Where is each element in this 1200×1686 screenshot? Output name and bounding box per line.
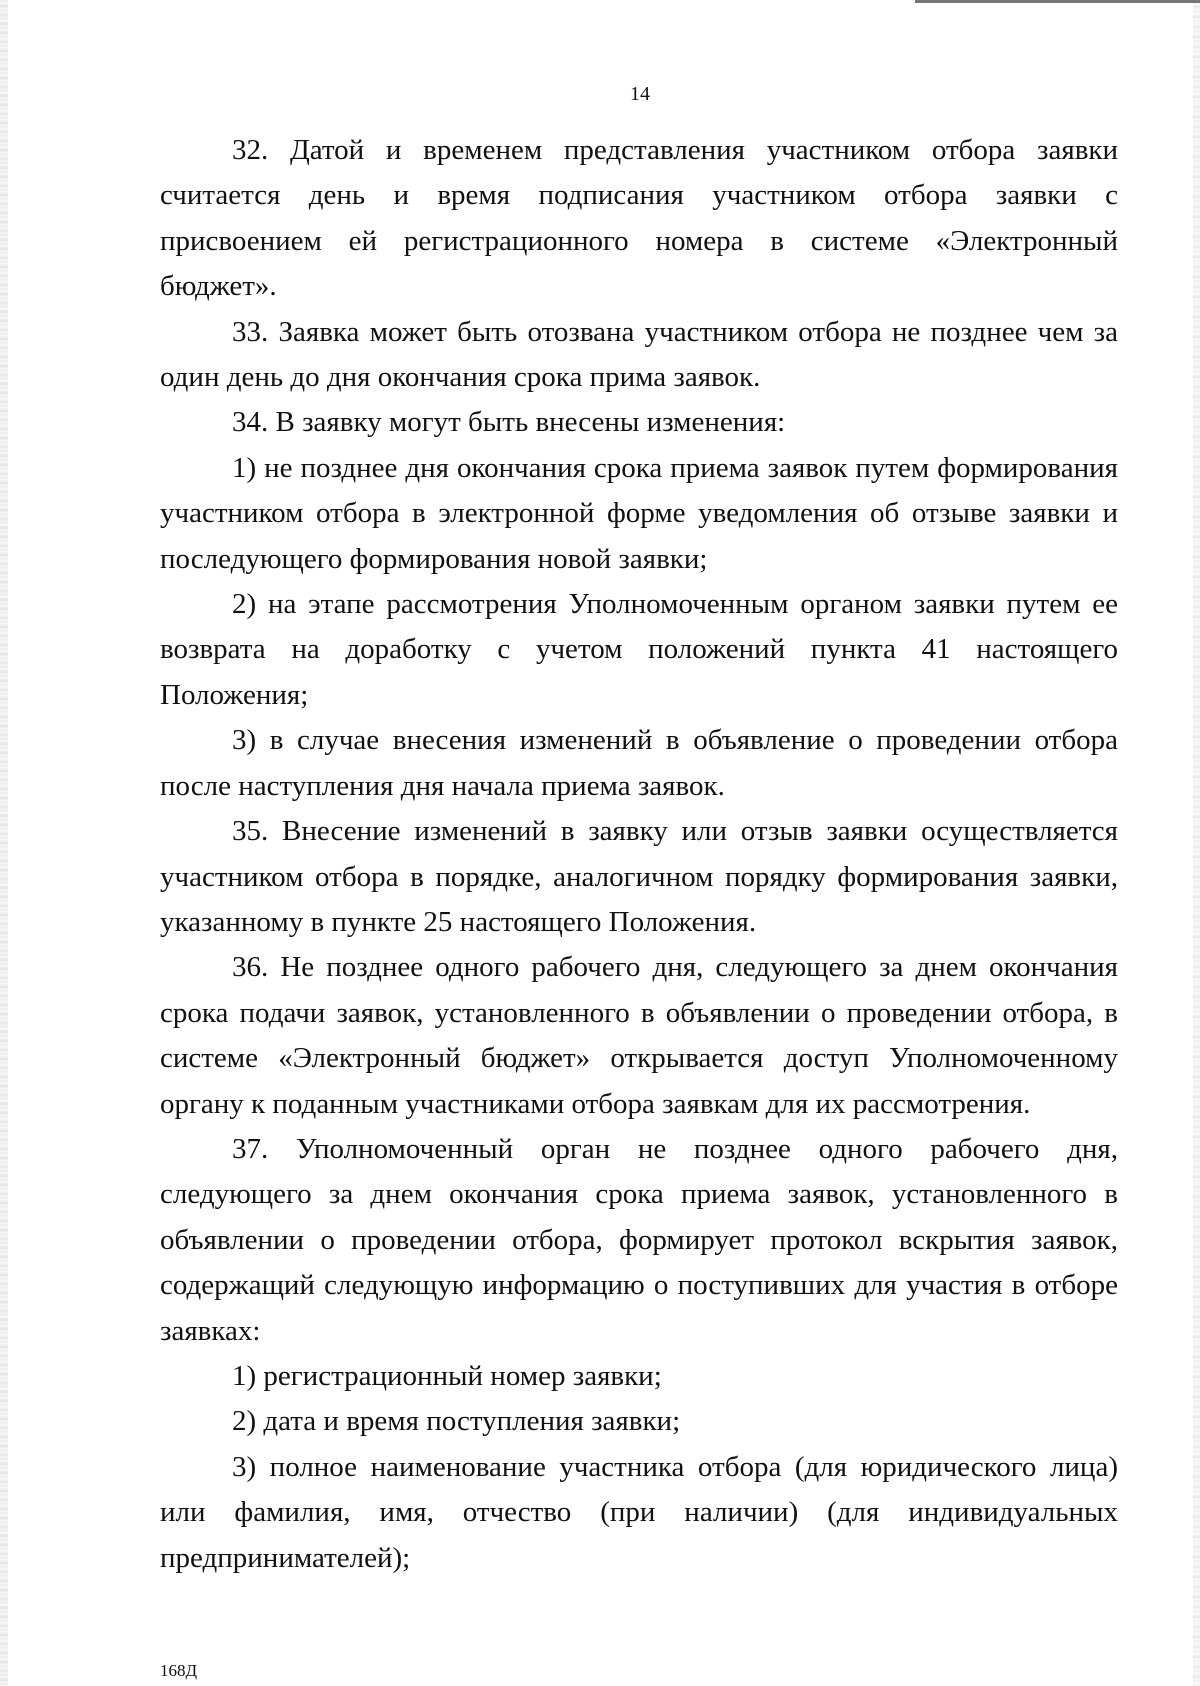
paragraph-37-item-2: 2) дата и время поступления заявки; — [232, 1405, 681, 1438]
paragraph-32: 32. Датой и временем представления участником отбора заявки считается день и время подписания участником отбора заявки с присвоением ей регистрационного номера в системе «Электронный бюджет». — [160, 134, 1118, 303]
page-number: 14 — [630, 83, 650, 105]
scan-edge-right — [1193, 0, 1200, 1686]
document-body — [160, 128, 1118, 1581]
paragraph-33: 33. Заявка может быть отозвана участником отбора не позднее чем за один день до дня окончания срока прима заявок. — [160, 315, 1118, 394]
footer-code: 168Д — [160, 1661, 198, 1680]
paragraph-37-item-1: 1) регистрационный номер заявки; — [232, 1359, 662, 1392]
paragraph-34-item-1: 1) не позднее дня окончания срока приема заявок путем формирования участником отбора в электронной форме уведомления об отзыве заявки и последующего формирования новой заявки; — [160, 451, 1118, 575]
paragraph-37: 37. Уполномоченный орган не позднее одного рабочего дня, следующего за днем окончания срока приема заявок, установленного в объявлении о проведении отбора, формирует протокол вскрытия заявок, содержащий следующую информацию о поступивших для участия в отборе заявках: — [160, 1132, 1118, 1347]
paragraph-37-item-3: 3) полное наименование участника отбора (для юридического лица) или фамилия, имя, отчество (при наличии) (для индивидуальных предпринимателей); — [160, 1450, 1118, 1574]
paragraph-36: 36. Не позднее одного рабочего дня, следующего за днем окончания срока подачи заявок, установленного в объявлении о проведении отбора, в системе «Электронный бюджет» открывается доступ Уполномоченному органу к поданным участниками отбора заявкам для их рассмотрения. — [160, 951, 1118, 1120]
scan-edge-left — [0, 0, 8, 1686]
paragraph-34-item-3: 3) в случае внесения изменений в объявление о проведении отбора после наступления дня начала приема заявок. — [160, 724, 1118, 802]
paragraph-34: 34. В заявку могут быть внесены изменения: — [232, 406, 786, 439]
top-rule — [915, 0, 1200, 3]
paragraph-34-item-2: 2) на этапе рассмотрения Уполномоченным органом заявки путем ее возврата на доработку с учетом положений пункта 41 настоящего Положения; — [160, 588, 1118, 711]
paragraph-35: 35. Внесение изменений в заявку или отзыв заявки осуществляется участником отбора в порядке, аналогичном порядку формирования заявки, указанному в пункте 25 настоящего Положения. — [160, 815, 1118, 938]
